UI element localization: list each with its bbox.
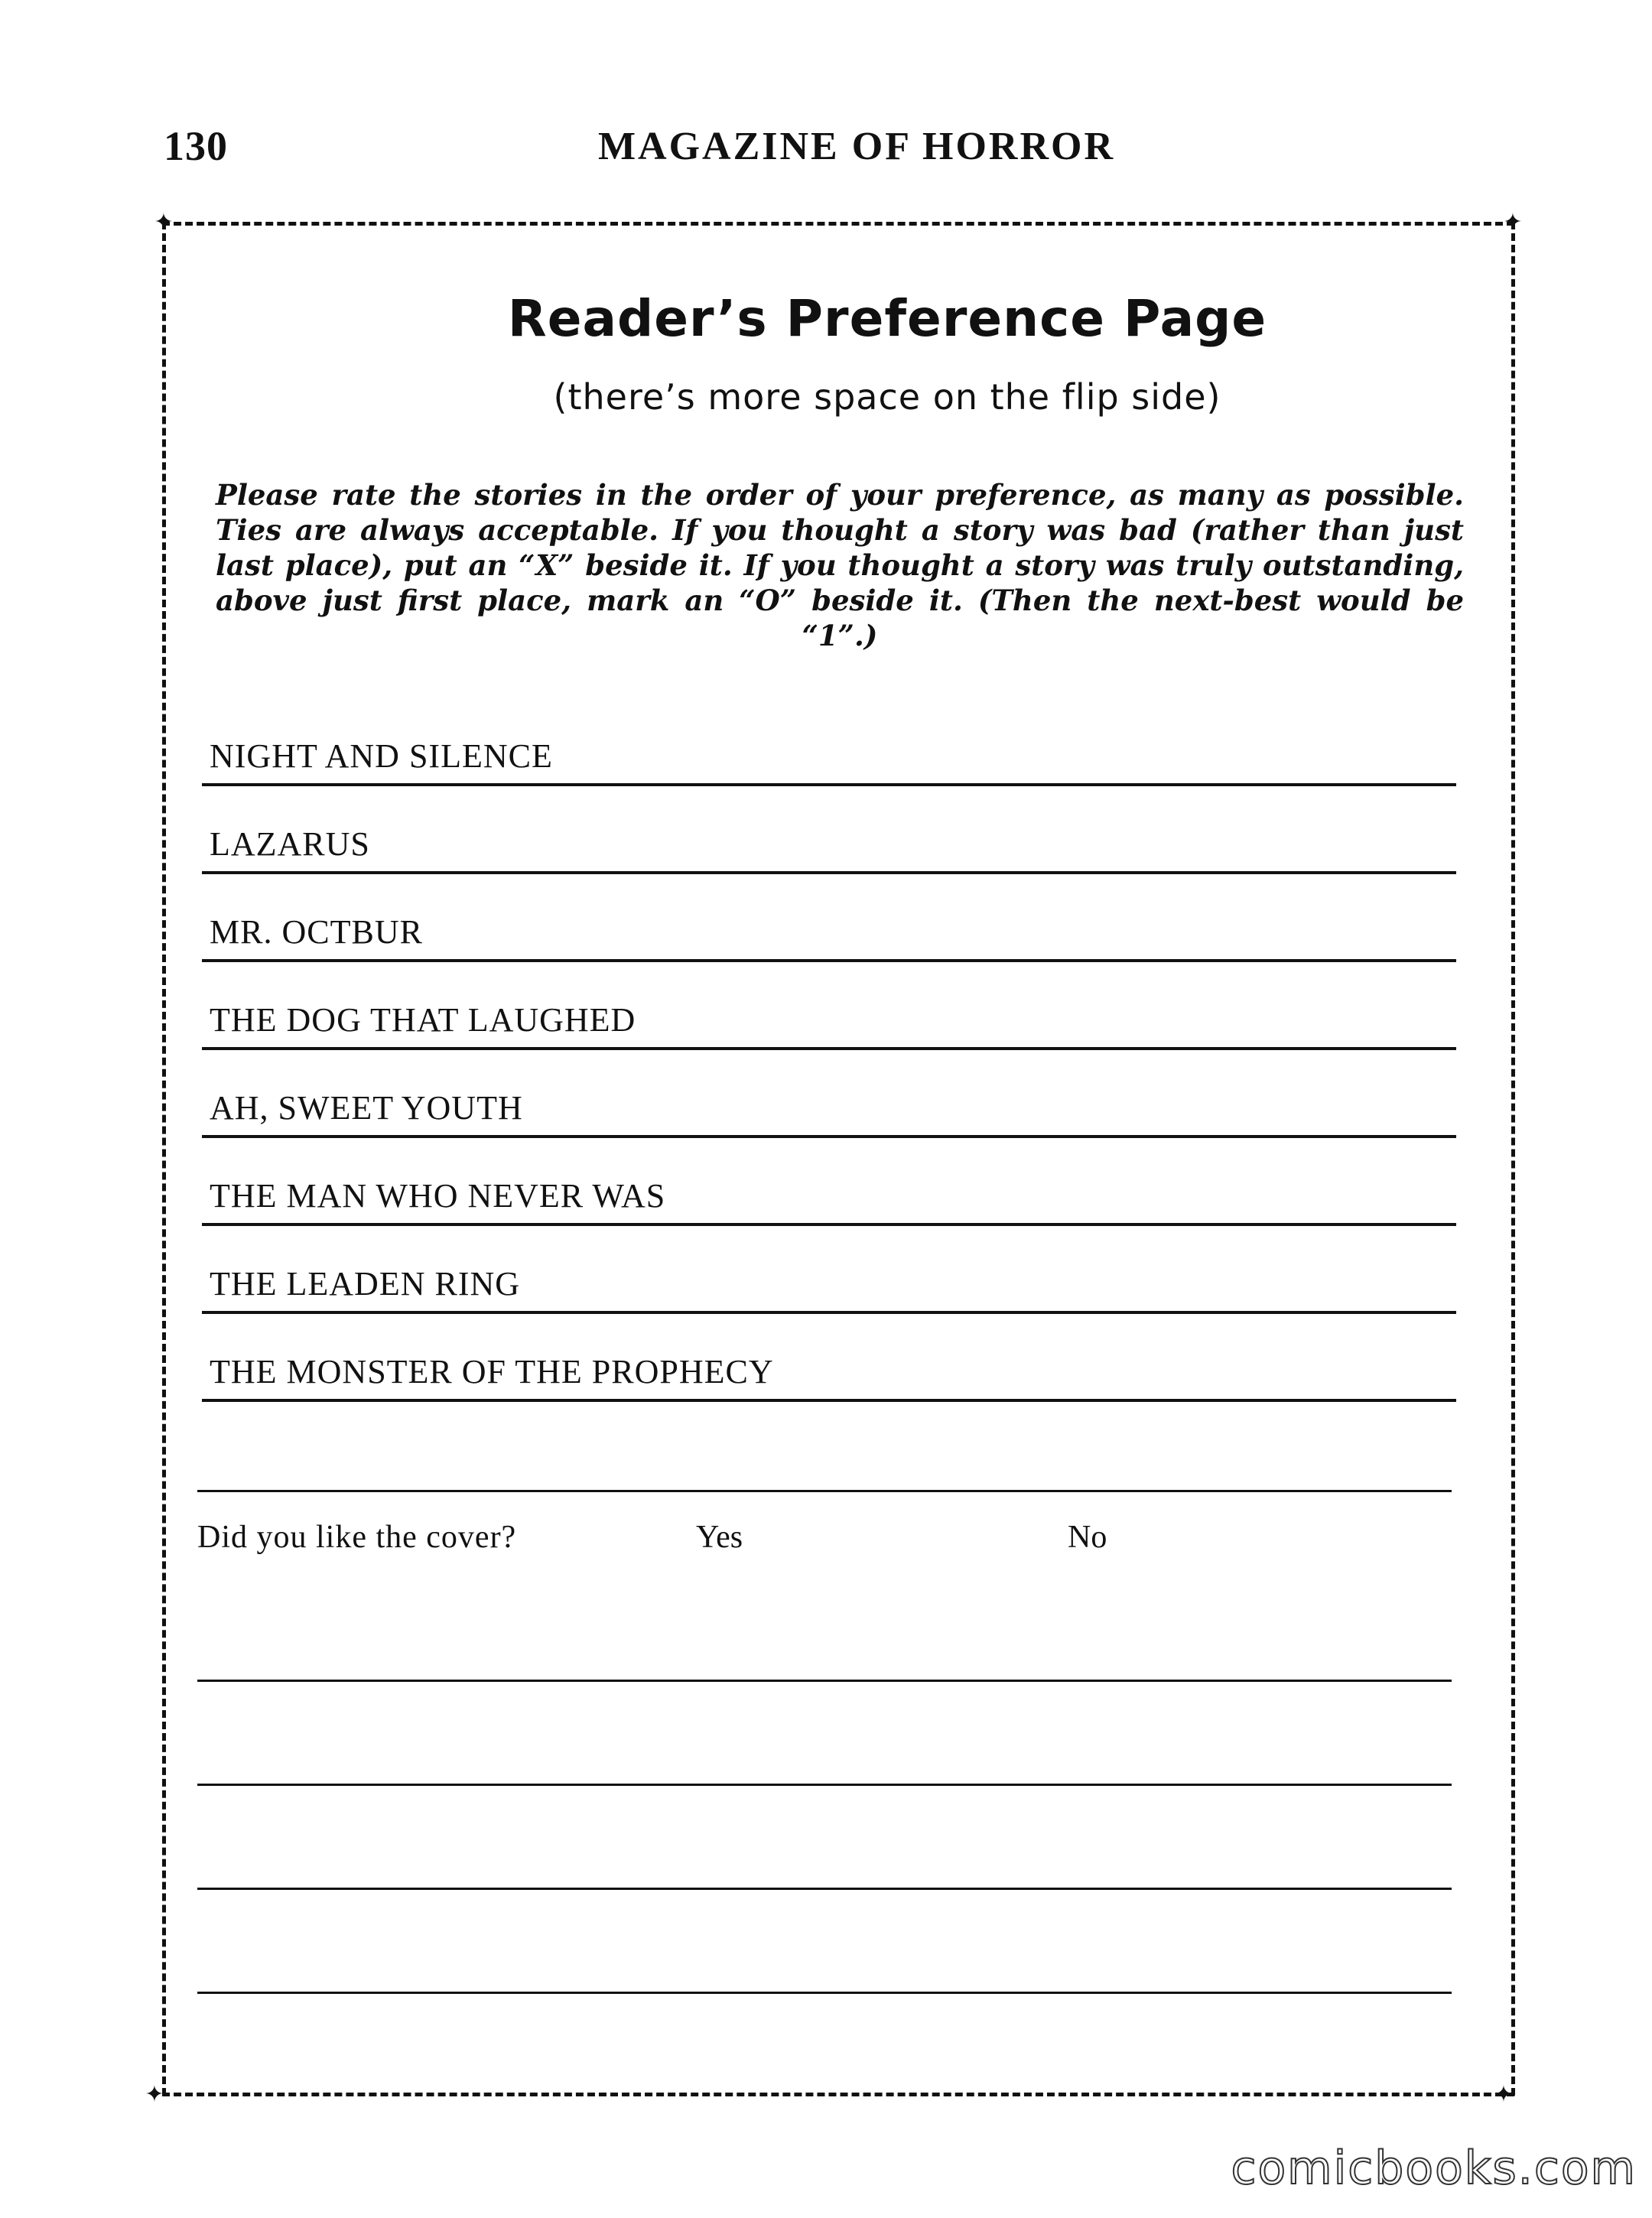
story-rating-row[interactable]	[202, 1062, 1456, 1138]
rating-line[interactable]	[202, 1135, 1456, 1138]
comment-line[interactable]	[197, 1784, 1452, 1786]
story-title: MR. OCTBUR	[210, 913, 423, 951]
rating-instructions: Please rate the stories in the order of your preference, as many as possible. Ties are always acceptable. If you thought a story was bad (rather than just last place), put an “X” beside it. If you thought a story was truly outstanding, above just first place, mark an “O” beside it. (Then the next-best would be “1”.)	[216, 478, 1464, 652]
frame-left-border	[162, 222, 166, 2096]
site-watermark: comicbooks.com	[1231, 2142, 1637, 2195]
story-rating-row[interactable]	[202, 886, 1456, 962]
corner-ornament-icon: ✦	[145, 2082, 164, 2107]
running-head	[0, 124, 1652, 169]
story-rating-row[interactable]	[202, 1237, 1456, 1314]
story-title: THE DOG THAT LAUGHED	[210, 1001, 636, 1039]
story-rating-row[interactable]	[202, 710, 1456, 786]
page-number: 130	[164, 123, 228, 169]
frame-bottom-border	[162, 2093, 1514, 2096]
corner-ornament-icon: ✦	[1503, 210, 1523, 235]
story-rating-row[interactable]	[202, 1325, 1456, 1402]
form-subtitle: (there’s more space on the flip side)	[553, 376, 1221, 418]
story-rating-row[interactable]	[202, 974, 1456, 1050]
cover-no-option[interactable]: No	[1068, 1520, 1107, 1555]
frame-right-border	[1511, 222, 1515, 2096]
rating-line[interactable]	[202, 871, 1456, 874]
rating-line[interactable]	[202, 959, 1456, 962]
rating-line[interactable]	[202, 1311, 1456, 1314]
cover-question: Did you like the cover?	[197, 1520, 517, 1555]
comment-line[interactable]	[197, 1888, 1452, 1890]
story-title: THE MONSTER OF THE PROPHECY	[210, 1353, 774, 1390]
story-rating-row[interactable]	[202, 798, 1456, 874]
comment-line[interactable]	[197, 1992, 1452, 1994]
rating-line[interactable]	[202, 783, 1456, 786]
rating-line[interactable]	[202, 1047, 1456, 1050]
story-title: THE MAN WHO NEVER WAS	[210, 1177, 666, 1215]
rating-line[interactable]	[202, 1223, 1456, 1226]
form-title: Reader’s Preference Page	[507, 289, 1267, 348]
story-title: LAZARUS	[210, 825, 370, 863]
comment-line[interactable]	[197, 1680, 1452, 1682]
story-rating-row[interactable]	[202, 1150, 1456, 1226]
story-title: THE LEADEN RING	[210, 1265, 521, 1303]
frame-top-border	[162, 222, 1514, 226]
story-title: NIGHT AND SILENCE	[210, 737, 553, 775]
blank-entry-line[interactable]	[197, 1490, 1452, 1492]
rating-line[interactable]	[202, 1399, 1456, 1402]
running-head-text: MAGAZINE OF HORROR	[597, 125, 1116, 168]
cover-yes-option[interactable]: Yes	[696, 1520, 743, 1555]
story-title: AH, SWEET YOUTH	[210, 1089, 523, 1127]
corner-ornament-icon: ✦	[154, 210, 174, 235]
corner-ornament-icon: ✦	[1494, 2082, 1514, 2107]
